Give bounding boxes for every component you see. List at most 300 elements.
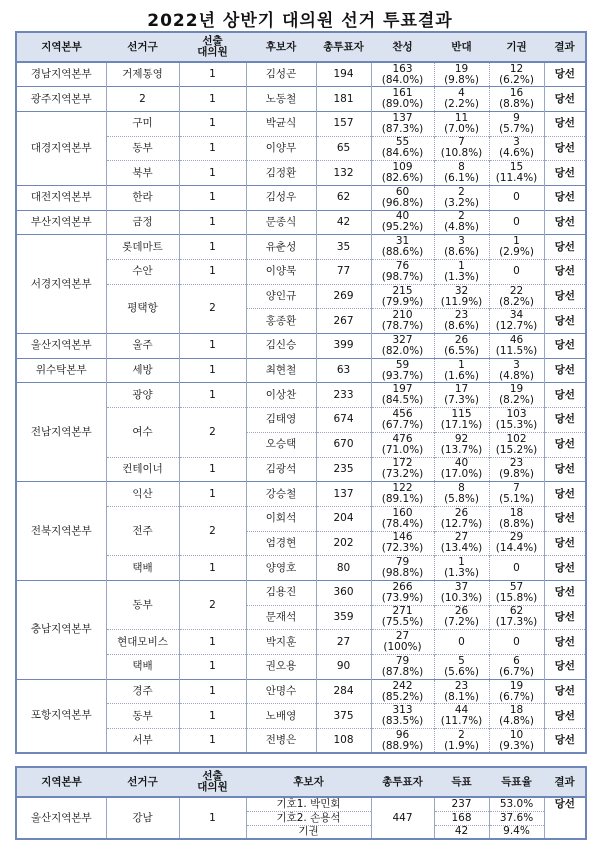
candidate-cell: 김정환 [246, 161, 316, 186]
no-cell-count: 5 [458, 654, 465, 667]
abstain-cell-percent: (11.5%) [495, 344, 538, 357]
yes-cell [371, 210, 434, 235]
abstain-cell-percent: (15.2%) [495, 443, 538, 456]
no-cell-count: 4 [458, 87, 465, 100]
yes-cell-percent: (89.1%) [381, 493, 424, 506]
candidate-cell: 이양무 [246, 136, 316, 161]
result-cell: 당선 [544, 655, 586, 680]
candidate-cell: 이상찬 [246, 383, 316, 408]
abstain-cell-count: 46 [509, 333, 524, 346]
yes-cell-percent: (98.8%) [381, 567, 424, 580]
candidate-cell: 오승택 [246, 432, 316, 457]
header-seats-text: 선출 대의원 [197, 35, 228, 58]
abstain-cell-percent: (4.8%) [499, 715, 534, 728]
no-cell-percent: (7.2%) [444, 616, 479, 629]
abstain-cell [489, 383, 544, 408]
yes-cell [371, 235, 434, 260]
no-cell [434, 260, 489, 285]
table-row [16, 87, 586, 112]
table-row [16, 111, 586, 136]
yes-cell-count: 59 [395, 358, 410, 371]
result-cell: 당선 [544, 185, 586, 210]
candidate-cell: 최현철 [246, 358, 316, 383]
abstain-cell-count: 0 [513, 191, 520, 204]
district-cell: 경주 [106, 679, 179, 704]
abstain-cell-count: 0 [513, 561, 520, 574]
table-row [16, 235, 586, 260]
abstain-cell-count: 0 [513, 265, 520, 278]
header-yes: 찬성 [371, 32, 434, 62]
voters-cell: 62 [316, 185, 371, 210]
yes-cell [371, 432, 434, 457]
bottom-header-row [16, 767, 586, 797]
yes-cell-percent: (89.0%) [381, 98, 424, 111]
voters-cell: 27 [316, 630, 371, 655]
region-cell: 위수탁본부 [16, 358, 106, 383]
bottom-candidate-votes: 168 [434, 811, 489, 825]
candidate-cell: 노배영 [246, 704, 316, 729]
district-cell: 울주 [106, 334, 179, 359]
result-cell: 당선 [544, 334, 586, 359]
abstain-cell [489, 136, 544, 161]
no-cell-count: 2 [458, 210, 465, 223]
yes-cell-count: 161 [392, 87, 413, 100]
district-cell: 수안 [106, 260, 179, 285]
no-cell [434, 605, 489, 630]
district-cell: 전주 [106, 506, 179, 555]
bottom-row [16, 797, 586, 811]
no-cell [434, 408, 489, 433]
seats-cell: 1 [179, 235, 246, 260]
yes-cell [371, 284, 434, 309]
result-cell: 당선 [544, 111, 586, 136]
district-cell: 북부 [106, 161, 179, 186]
result-cell: 당선 [544, 161, 586, 186]
abstain-cell-count: 1 [513, 235, 520, 248]
abstain-cell-percent: (4.6%) [499, 147, 534, 160]
candidate-cell: 강승철 [246, 482, 316, 507]
yes-cell [371, 185, 434, 210]
header-result: 결과 [544, 32, 586, 62]
voters-cell: 137 [316, 482, 371, 507]
yes-cell [371, 260, 434, 285]
result-cell: 당선 [544, 556, 586, 581]
voters-cell: 65 [316, 136, 371, 161]
result-cell: 당선 [544, 136, 586, 161]
abstain-cell-percent: (17.3%) [495, 616, 538, 629]
header-seats [179, 32, 246, 62]
abstain-cell [489, 284, 544, 309]
yes-cell-count: 146 [392, 531, 413, 544]
seats-cell: 1 [179, 260, 246, 285]
yes-cell-percent: (87.8%) [381, 665, 424, 678]
yes-cell-percent: (73.2%) [381, 468, 424, 481]
result-cell: 당선 [544, 457, 586, 482]
table-row [16, 580, 586, 605]
voters-cell: 359 [316, 605, 371, 630]
abstain-cell [489, 580, 544, 605]
yes-cell-count: 327 [392, 333, 413, 346]
table-row [16, 185, 586, 210]
abstain-cell-count: 62 [509, 605, 524, 618]
seats-cell: 1 [179, 630, 246, 655]
result-cell: 당선 [544, 408, 586, 433]
abstain-cell [489, 482, 544, 507]
district-cell: 컨테이너 [106, 457, 179, 482]
district-cell: 한라 [106, 185, 179, 210]
voters-cell: 80 [316, 556, 371, 581]
voters-cell: 233 [316, 383, 371, 408]
seats-cell: 1 [179, 655, 246, 680]
yes-cell [371, 679, 434, 704]
yes-cell-percent: (79.9%) [381, 295, 424, 308]
yes-cell-count: 266 [392, 580, 413, 593]
abstain-cell-count: 18 [509, 506, 524, 519]
candidate-cell: 이양묵 [246, 260, 316, 285]
no-cell-count: 17 [454, 383, 469, 396]
no-cell-count: 8 [458, 161, 465, 174]
abstain-cell [489, 185, 544, 210]
yes-cell-count: 160 [392, 506, 413, 519]
no-cell-count: 7 [458, 136, 465, 149]
seats-cell: 1 [179, 161, 246, 186]
no-cell-percent: (13.7%) [440, 443, 483, 456]
district-cell: 동부 [106, 704, 179, 729]
no-cell-percent: (2.2%) [444, 98, 479, 111]
result-cell: 당선 [544, 210, 586, 235]
bottom-header-district: 선거구 [106, 767, 179, 797]
no-cell-percent: (17.0%) [440, 468, 483, 481]
candidate-cell: 양영호 [246, 556, 316, 581]
result-cell: 당선 [544, 87, 586, 112]
abstain-cell-count: 3 [513, 358, 520, 371]
ulsan-election-table [15, 766, 587, 840]
no-cell [434, 383, 489, 408]
abstain-cell-count: 102 [506, 432, 527, 445]
abstain-cell [489, 62, 544, 87]
abstain-cell-percent: (8.2%) [499, 295, 534, 308]
voters-cell: 42 [316, 210, 371, 235]
abstain-cell-percent: (8.8%) [499, 98, 534, 111]
yes-cell [371, 506, 434, 531]
bottom-header-rate: 득표율 [489, 767, 544, 797]
abstain-cell-count: 16 [509, 87, 524, 100]
seats-cell: 1 [179, 334, 246, 359]
bottom-candidate-votes: 42 [434, 825, 489, 839]
no-cell-count: 27 [454, 531, 469, 544]
abstain-cell [489, 679, 544, 704]
no-cell [434, 704, 489, 729]
region-cell: 충남지역본부 [16, 580, 106, 679]
yes-cell-percent: (96.8%) [381, 196, 424, 209]
abstain-cell-percent: (8.8%) [499, 517, 534, 530]
no-cell [434, 482, 489, 507]
no-cell [434, 457, 489, 482]
no-cell-count: 11 [454, 111, 469, 124]
no-cell-count: 40 [454, 457, 469, 470]
abstain-cell [489, 334, 544, 359]
no-cell [434, 580, 489, 605]
yes-cell-percent: (87.3%) [381, 122, 424, 135]
abstain-cell-percent: (6.2%) [499, 73, 534, 86]
result-cell: 당선 [544, 260, 586, 285]
yes-cell-count: 76 [395, 259, 410, 272]
abstain-cell-count: 19 [509, 383, 524, 396]
seats-cell: 1 [179, 556, 246, 581]
abstain-cell-percent: (2.9%) [499, 246, 534, 259]
no-cell-count: 2 [458, 185, 465, 198]
abstain-cell-count: 22 [509, 284, 524, 297]
yes-cell [371, 655, 434, 680]
district-cell: 여수 [106, 408, 179, 457]
abstain-cell-count: 3 [513, 136, 520, 149]
result-cell: 당선 [544, 235, 586, 260]
result-cell: 당선 [544, 432, 586, 457]
region-cell: 전남지역본부 [16, 383, 106, 482]
yes-cell-percent: (88.6%) [381, 246, 424, 259]
abstain-cell [489, 260, 544, 285]
region-cell: 경남지역본부 [16, 62, 106, 87]
region-cell: 대경지역본부 [16, 111, 106, 185]
no-cell-count: 1 [458, 556, 465, 569]
abstain-cell [489, 655, 544, 680]
abstain-cell-percent: (9.3%) [499, 739, 534, 752]
yes-cell [371, 729, 434, 754]
abstain-cell [489, 161, 544, 186]
voters-cell: 399 [316, 334, 371, 359]
district-cell: 롯데마트 [106, 235, 179, 260]
candidate-cell: 김광석 [246, 457, 316, 482]
abstain-cell [489, 309, 544, 334]
voters-cell: 157 [316, 111, 371, 136]
yes-cell-count: 122 [392, 482, 413, 495]
no-cell-percent: (17.1%) [440, 418, 483, 431]
abstain-cell [489, 408, 544, 433]
abstain-cell-percent: (9.8%) [499, 468, 534, 481]
bottom-header-voters: 총투표자 [371, 767, 434, 797]
no-cell-count: 26 [454, 605, 469, 618]
bottom-header-result: 결과 [544, 767, 586, 797]
yes-cell-count: 210 [392, 309, 413, 322]
no-cell-count: 8 [458, 482, 465, 495]
bottom-header-region: 지역본부 [16, 767, 106, 797]
abstain-cell [489, 531, 544, 556]
candidate-cell: 엄경현 [246, 531, 316, 556]
region-cell: 포항지역본부 [16, 679, 106, 753]
result-cell: 당선 [544, 580, 586, 605]
abstain-cell-count: 57 [509, 580, 524, 593]
voters-cell: 267 [316, 309, 371, 334]
seats-cell: 1 [179, 679, 246, 704]
abstain-cell-count: 6 [513, 654, 520, 667]
abstain-cell [489, 506, 544, 531]
result-cell: 당선 [544, 531, 586, 556]
bottom-candidate-rate: 9.4% [489, 825, 544, 839]
abstain-cell-percent: (5.1%) [499, 493, 534, 506]
voters-cell: 235 [316, 457, 371, 482]
candidate-cell: 김태영 [246, 408, 316, 433]
voters-cell: 670 [316, 432, 371, 457]
voters-cell: 63 [316, 358, 371, 383]
candidate-cell: 박지훈 [246, 630, 316, 655]
result-cell: 당선 [544, 679, 586, 704]
yes-cell-percent: (82.0%) [381, 344, 424, 357]
header-voters: 총투표자 [316, 32, 371, 62]
candidate-cell: 문종식 [246, 210, 316, 235]
district-cell: 광양 [106, 383, 179, 408]
yes-cell [371, 383, 434, 408]
voters-cell: 90 [316, 655, 371, 680]
abstain-cell [489, 358, 544, 383]
no-cell-count: 115 [451, 407, 472, 420]
yes-cell-percent: (84.6%) [381, 147, 424, 160]
seats-cell: 1 [179, 729, 246, 754]
no-cell [434, 556, 489, 581]
yes-cell-percent: (78.7%) [381, 320, 424, 333]
abstain-cell [489, 87, 544, 112]
result-cell: 당선 [544, 605, 586, 630]
no-cell-percent: (10.3%) [440, 591, 483, 604]
candidate-cell: 홍종환 [246, 309, 316, 334]
yes-cell-count: 79 [395, 556, 410, 569]
bottom-candidate-name: 기권 [246, 825, 371, 839]
abstain-cell [489, 729, 544, 754]
no-cell [434, 358, 489, 383]
yes-cell [371, 704, 434, 729]
bottom-candidate-rate: 53.0% [489, 797, 544, 811]
yes-cell-count: 172 [392, 457, 413, 470]
result-cell: 당선 [544, 704, 586, 729]
yes-cell-count: 313 [392, 704, 413, 717]
seats-cell: 1 [179, 87, 246, 112]
yes-cell [371, 482, 434, 507]
no-cell-count: 3 [458, 235, 465, 248]
abstain-cell [489, 111, 544, 136]
no-cell [434, 679, 489, 704]
voters-cell: 132 [316, 161, 371, 186]
bottom-header-seats-text: 선출 대의원 [197, 770, 228, 793]
abstain-cell [489, 432, 544, 457]
abstain-cell-percent: (4.8%) [499, 369, 534, 382]
yes-cell-percent: (78.4%) [381, 517, 424, 530]
district-cell: 익산 [106, 482, 179, 507]
yes-cell-count: 456 [392, 407, 413, 420]
candidate-cell: 문재석 [246, 605, 316, 630]
no-cell-percent: (13.4%) [440, 542, 483, 555]
seats-cell: 1 [179, 704, 246, 729]
seats-cell: 1 [179, 62, 246, 87]
region-cell: 대전지역본부 [16, 185, 106, 210]
seats-cell: 1 [179, 210, 246, 235]
table-row [16, 210, 586, 235]
abstain-cell-percent: (8.2%) [499, 394, 534, 407]
abstain-cell-count: 10 [509, 728, 524, 741]
district-cell: 세방 [106, 358, 179, 383]
yes-cell [371, 556, 434, 581]
yes-cell-percent: (73.9%) [381, 591, 424, 604]
result-cell: 당선 [544, 729, 586, 754]
no-cell-count: 92 [454, 432, 469, 445]
yes-cell-count: 476 [392, 432, 413, 445]
bottom-header-seats [179, 767, 246, 797]
no-cell-count: 23 [454, 679, 469, 692]
abstain-cell-count: 7 [513, 482, 520, 495]
header-district: 선거구 [106, 32, 179, 62]
seats-cell: 2 [179, 284, 246, 333]
result-cell: 당선 [544, 309, 586, 334]
yes-cell-count: 40 [395, 210, 410, 223]
yes-cell [371, 630, 434, 655]
yes-cell-count: 60 [395, 185, 410, 198]
no-cell-count: 1 [458, 358, 465, 371]
yes-cell-count: 79 [395, 654, 410, 667]
yes-cell-count: 27 [395, 630, 410, 643]
district-cell: 구미 [106, 111, 179, 136]
candidate-cell: 안명수 [246, 679, 316, 704]
yes-cell [371, 580, 434, 605]
no-cell [434, 309, 489, 334]
region-cell: 서경지역본부 [16, 235, 106, 334]
region-cell: 부산지역본부 [16, 210, 106, 235]
no-cell-percent: (8.6%) [444, 246, 479, 259]
voters-cell: 108 [316, 729, 371, 754]
no-cell [434, 630, 489, 655]
voters-cell: 674 [316, 408, 371, 433]
yes-cell [371, 605, 434, 630]
seats-cell: 1 [179, 383, 246, 408]
yes-cell-count: 137 [392, 111, 413, 124]
results-body [16, 62, 586, 753]
district-cell: 현대모비스 [106, 630, 179, 655]
no-cell-percent: (11.9%) [440, 295, 483, 308]
bottom-candidate-rate: 37.6% [489, 811, 544, 825]
bottom-voters: 447 [371, 797, 434, 839]
yes-cell [371, 531, 434, 556]
no-cell-percent: (1.6%) [444, 369, 479, 382]
yes-cell [371, 309, 434, 334]
yes-cell [371, 358, 434, 383]
no-cell-percent: (5.6%) [444, 665, 479, 678]
abstain-cell [489, 457, 544, 482]
seats-cell: 1 [179, 185, 246, 210]
voters-cell: 284 [316, 679, 371, 704]
district-cell: 동부 [106, 580, 179, 629]
seats-cell: 2 [179, 506, 246, 555]
table-row [16, 334, 586, 359]
abstain-cell-percent: (15.8%) [495, 591, 538, 604]
no-cell-percent: (7.3%) [444, 394, 479, 407]
yes-cell-percent: (85.2%) [381, 690, 424, 703]
no-cell [434, 729, 489, 754]
no-cell-percent: (12.7%) [440, 517, 483, 530]
yes-cell-percent: (84.5%) [381, 394, 424, 407]
yes-cell-count: 109 [392, 161, 413, 174]
table-header-row [16, 32, 586, 62]
bottom-header-candidate: 후보자 [246, 767, 371, 797]
no-cell-percent: (1.9%) [444, 739, 479, 752]
candidate-cell: 김성곤 [246, 62, 316, 87]
no-cell-percent: (1.3%) [444, 567, 479, 580]
abstain-cell-percent: (6.7%) [499, 690, 534, 703]
bottom-candidate-name: 기호2. 손용석 [246, 811, 371, 825]
no-cell-percent: (6.5%) [444, 344, 479, 357]
no-cell-percent: (4.8%) [444, 221, 479, 234]
seats-cell: 2 [179, 580, 246, 629]
district-cell: 2 [106, 87, 179, 112]
abstain-cell-count: 18 [509, 704, 524, 717]
no-cell [434, 62, 489, 87]
header-candidate: 후보자 [246, 32, 316, 62]
